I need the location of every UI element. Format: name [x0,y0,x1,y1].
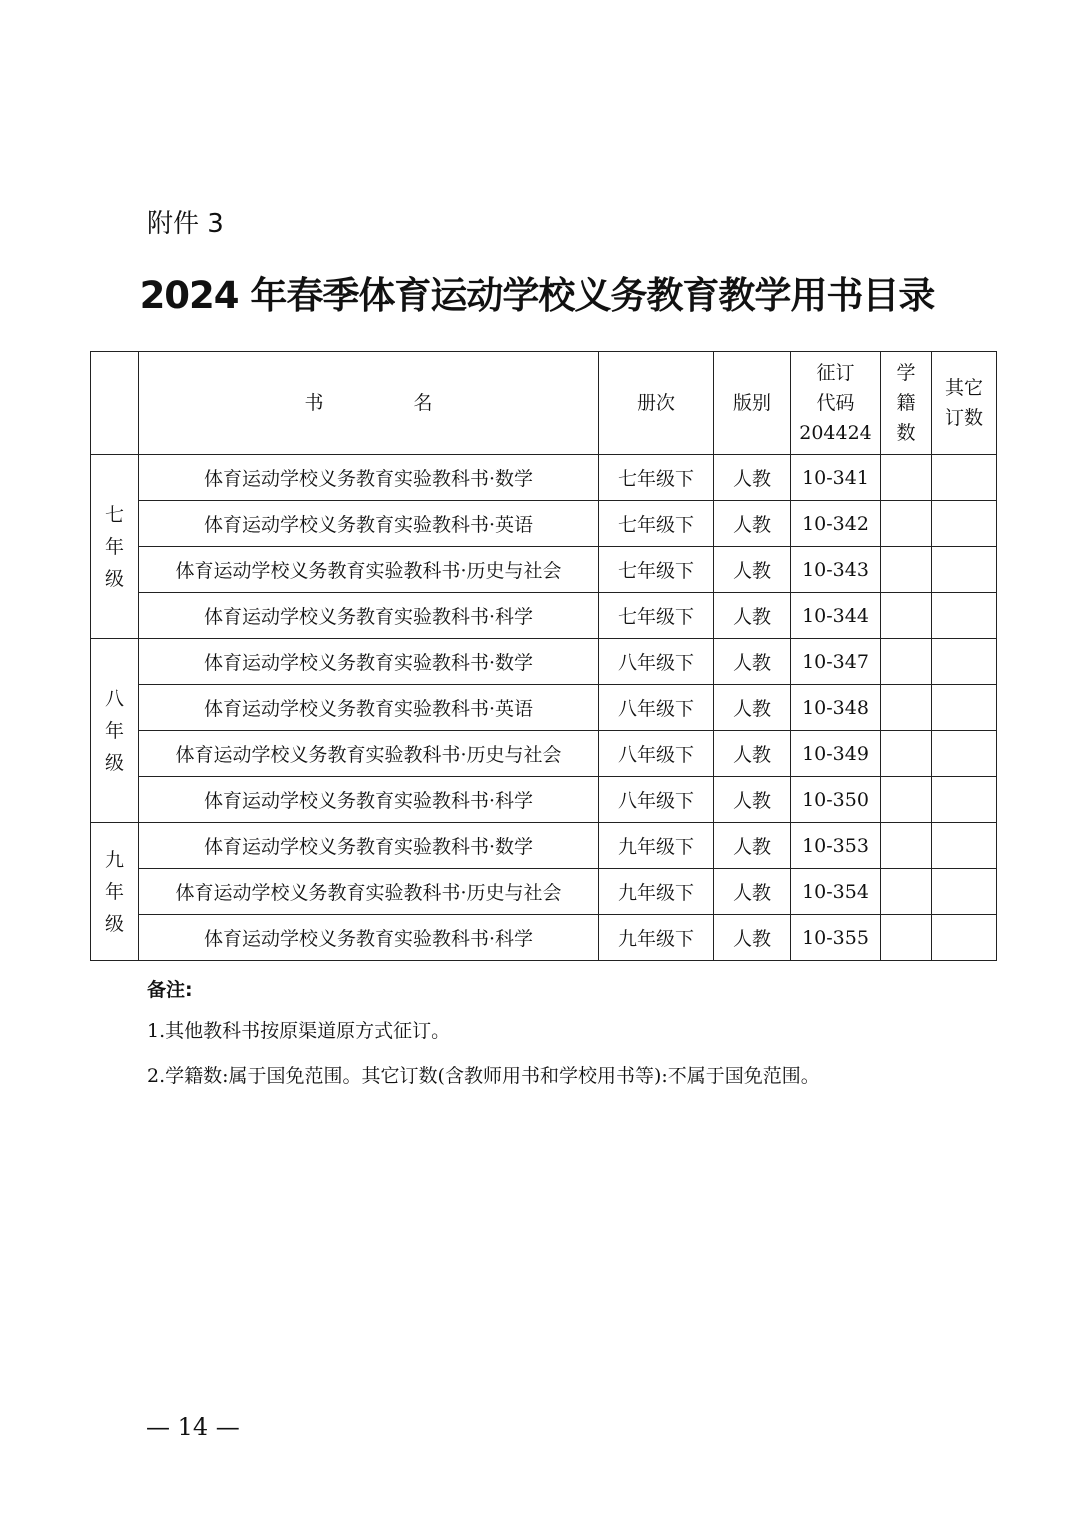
grade-cell-9 [91,823,139,961]
header-volume: 册次 [599,352,714,455]
edition-cell: 人教 [714,777,791,823]
edition-cell: 人教 [714,685,791,731]
volume-cell: 七年级下 [599,547,714,593]
book-name-cell: 体育运动学校义务教育实验教科书·英语 [139,685,599,731]
book-name-cell: 体育运动学校义务教育实验教科书·历史与社会 [139,869,599,915]
note-item: 2.学籍数:属于国免范围。其它订数(含教师用书和学校用书等):不属于国免范围。 [147,1065,820,1087]
grade-char: 级 [104,912,124,935]
header-grade-blank [91,352,139,455]
edition-cell: 人教 [714,869,791,915]
header-enrollment-count [881,352,932,455]
volume-cell: 八年级下 [599,639,714,685]
order-code-cell: 10-353 [791,823,881,869]
grade-char: 八 [104,687,124,710]
enrollment-count-cell [881,593,932,639]
enrollment-count-cell [881,685,932,731]
note-item: 1.其他教科书按原渠道原方式征订。 [147,1020,451,1042]
volume-cell: 八年级下 [599,777,714,823]
table-row [91,915,997,961]
edition-cell: 人教 [714,501,791,547]
header-order-code [791,352,881,455]
table-row [91,823,997,869]
enrollment-count-cell [881,777,932,823]
header-other-line1: 其它 [944,377,983,399]
volume-cell: 八年级下 [599,731,714,777]
other-orders-cell [932,777,997,823]
book-name-cell: 体育运动学校义务教育实验教科书·科学 [139,915,599,961]
enrollment-count-cell [881,869,932,915]
table-row [91,547,997,593]
book-name-cell: 体育运动学校义务教育实验教科书·英语 [139,501,599,547]
header-other-orders [932,352,997,455]
book-name-cell: 体育运动学校义务教育实验教科书·数学 [139,639,599,685]
enrollment-count-cell [881,823,932,869]
volume-cell: 八年级下 [599,685,714,731]
page-number: — 14 — [146,1413,240,1441]
edition-cell: 人教 [714,823,791,869]
order-code-cell: 10-343 [791,547,881,593]
header-order-code-line1: 征订 [816,362,855,384]
table-row [91,869,997,915]
book-name-cell: 体育运动学校义务教育实验教科书·科学 [139,777,599,823]
header-book-name-right: 名 [413,392,433,414]
grade-char: 年 [104,880,124,903]
header-enrollment-line2: 籍 [896,392,916,414]
grade-char: 级 [104,751,124,774]
grade-char: 年 [104,535,124,558]
grade-char: 七 [104,503,124,526]
other-orders-cell [932,731,997,777]
other-orders-cell [932,501,997,547]
grade-char: 级 [104,567,124,590]
order-code-cell: 10-354 [791,869,881,915]
table-row [91,455,997,501]
other-orders-cell [932,547,997,593]
order-code-cell: 10-350 [791,777,881,823]
header-order-code-line2: 代码 [816,392,855,414]
table-row [91,639,997,685]
table-row [91,777,997,823]
enrollment-count-cell [881,731,932,777]
other-orders-cell [932,639,997,685]
table-header-row [91,352,997,455]
volume-cell: 七年级下 [599,593,714,639]
volume-cell: 九年级下 [599,915,714,961]
table-row [91,501,997,547]
edition-cell: 人教 [714,639,791,685]
book-name-cell: 体育运动学校义务教育实验教科书·历史与社会 [139,731,599,777]
book-name-cell: 体育运动学校义务教育实验教科书·数学 [139,823,599,869]
other-orders-cell [932,593,997,639]
volume-cell: 九年级下 [599,823,714,869]
grade-cell-8 [91,639,139,823]
notes-heading: 备注: [147,979,193,1001]
enrollment-count-cell [881,547,932,593]
grade-cell-7 [91,455,139,639]
edition-cell: 人教 [714,455,791,501]
attachment-label: 附件 3 [147,209,224,239]
volume-cell: 七年级下 [599,501,714,547]
volume-cell: 七年级下 [599,455,714,501]
table-row [91,685,997,731]
grade-char: 九 [104,848,124,871]
order-code-cell: 10-344 [791,593,881,639]
order-code-cell: 10-341 [791,455,881,501]
header-book-name [139,352,599,455]
textbook-catalog-table [90,351,997,961]
grade-char: 年 [104,719,124,742]
header-enrollment-line3: 数 [896,422,916,444]
enrollment-count-cell [881,639,932,685]
other-orders-cell [932,455,997,501]
book-name-cell: 体育运动学校义务教育实验教科书·科学 [139,593,599,639]
header-order-code-line3: 204424 [799,422,872,444]
enrollment-count-cell [881,501,932,547]
other-orders-cell [932,685,997,731]
header-book-name-left: 书 [304,392,324,414]
edition-cell: 人教 [714,547,791,593]
edition-cell: 人教 [714,731,791,777]
other-orders-cell [932,823,997,869]
edition-cell: 人教 [714,915,791,961]
order-code-cell: 10-348 [791,685,881,731]
other-orders-cell [932,915,997,961]
enrollment-count-cell [881,455,932,501]
enrollment-count-cell [881,915,932,961]
volume-cell: 九年级下 [599,869,714,915]
notes-section [147,975,820,1106]
other-orders-cell [932,869,997,915]
header-other-line2: 订数 [944,407,983,429]
document-title: 2024 年春季体育运动学校义务教育教学用书目录 [139,274,935,317]
order-code-cell: 10-342 [791,501,881,547]
book-name-cell: 体育运动学校义务教育实验教科书·历史与社会 [139,547,599,593]
edition-cell: 人教 [714,593,791,639]
header-edition: 版别 [714,352,791,455]
order-code-cell: 10-355 [791,915,881,961]
table-row [91,731,997,777]
order-code-cell: 10-349 [791,731,881,777]
order-code-cell: 10-347 [791,639,881,685]
book-name-cell: 体育运动学校义务教育实验教科书·数学 [139,455,599,501]
table-row [91,593,997,639]
header-enrollment-line1: 学 [896,362,916,384]
